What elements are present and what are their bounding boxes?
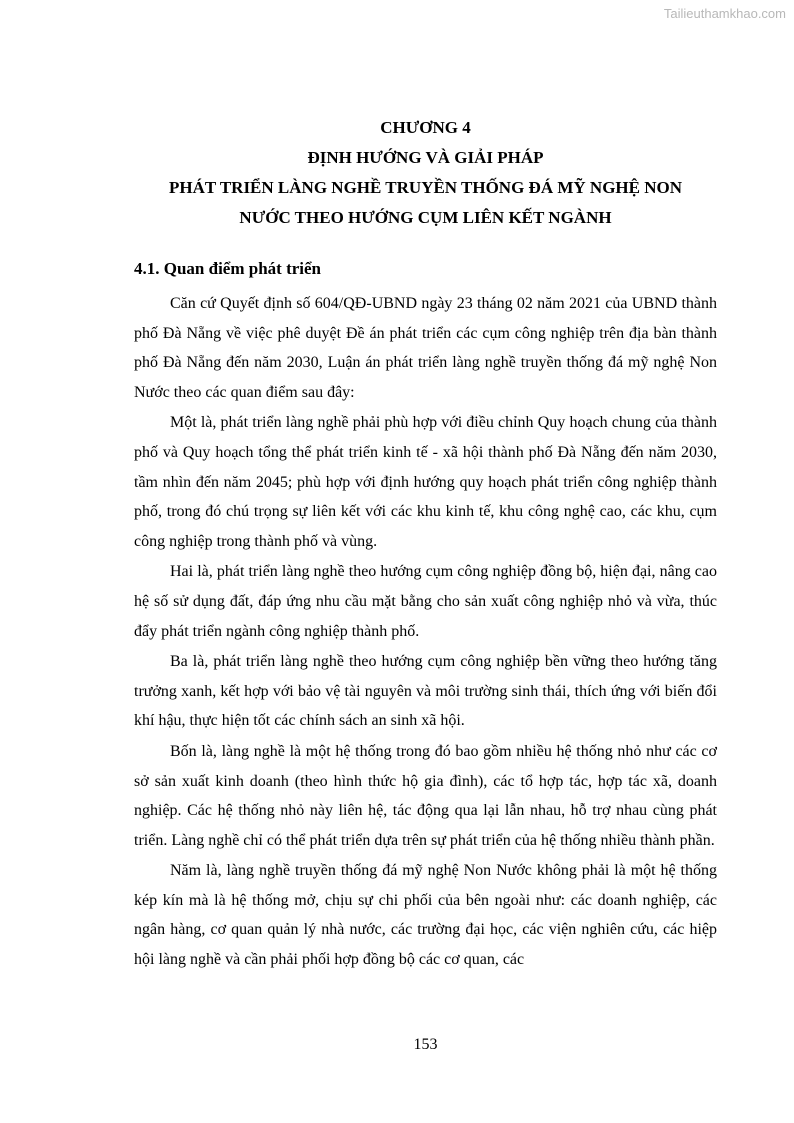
chapter-title-line-1: ĐỊNH HƯỚNG VÀ GIẢI PHÁP: [307, 148, 544, 167]
paragraph: Hai là, phát triển làng nghề theo hướng cụm công nghiệp đồng bộ, hiện đại, nâng cao hệ số sử dụng đất, đáp ứng nhu cầu mặt bằng cho sản xuất công nghiệp nhỏ và vừa, thúc đẩy phát triển ngành công nghiệp thành phố.: [134, 563, 717, 640]
paragraph: Một là, phát triển làng nghề phải phù hợp với điều chỉnh Quy hoạch chung của thành phố và Quy hoạch tổng thể phát triển kinh tế - xã hội thành phố Đà Nẵng đến năm 2030, tầm nhìn đến năm 2045; phù hợp với định hướng quy hoạch phát triển công nghiệp thành phố, trong đó chú trọng sự liên kết với các khu kinh tế, khu công nghệ cao, các khu, cụm công nghiệp trong thành phố và vùng.: [134, 414, 717, 550]
section-body: [134, 289, 717, 975]
page-number: 153: [413, 1036, 438, 1053]
chapter-number: CHƯƠNG 4: [380, 118, 471, 137]
chapter-title-line-3: NƯỚC THEO HƯỚNG CỤM LIÊN KẾT NGÀNH: [239, 208, 612, 227]
paragraph: Bốn là, làng nghề là một hệ thống trong đó bao gồm nhiều hệ thống nhỏ như các cơ sở sản xuất kinh doanh (theo hình thức hộ gia đình), các tổ hợp tác, hợp tác xã, doanh nghiệp. Các hệ thống nhỏ này liên hệ, tác động qua lại lẫn nhau, hỗ trợ nhau cùng phát triển. Làng nghề chỉ có thể phát triển dựa trên sự phát triển của hệ thống nhiều thành phần.: [134, 742, 717, 849]
paragraph: Căn cứ Quyết định số 604/QĐ-UBND ngày 23 tháng 02 năm 2021 của UBND thành phố Đà Nẵng về việc phê duyệt Đề án phát triển các cụm công nghiệp trên địa bàn thành phố Đà Nẵng đến năm 2030, Luận án phát triển làng nghề truyền thống đá mỹ nghệ Non Nước theo các quan điểm sau đây:: [134, 295, 717, 401]
section-title: 4.1. Quan điểm phát triển: [134, 259, 322, 278]
chapter-heading: [134, 113, 717, 233]
paragraph: Ba là, phát triển làng nghề theo hướng cụm công nghiệp bền vững theo hướng tăng trưởng xanh, kết hợp với bảo vệ tài nguyên và môi trường sinh thái, thích ứng với biến đổi khí hậu, thực hiện tốt các chính sách an sinh xã hội.: [134, 653, 717, 730]
watermark: Tailieuthamkhao.com: [663, 6, 786, 21]
paragraph: Năm là, làng nghề truyền thống đá mỹ nghệ Non Nước không phải là một hệ thống kép kín mà là hệ thống mở, chịu sự chi phối của bên ngoài như: các doanh nghiệp, các ngân hàng, cơ quan quản lý nhà nước, các trường đại học, các viện nghiên cứu, các hiệp hội làng nghề và cần phải phối hợp đồng bộ các cơ quan, các: [134, 862, 717, 969]
chapter-title-line-2: PHÁT TRIỂN LÀNG NGHỀ TRUYỀN THỐNG ĐÁ MỸ NGHỆ NON: [168, 178, 683, 197]
